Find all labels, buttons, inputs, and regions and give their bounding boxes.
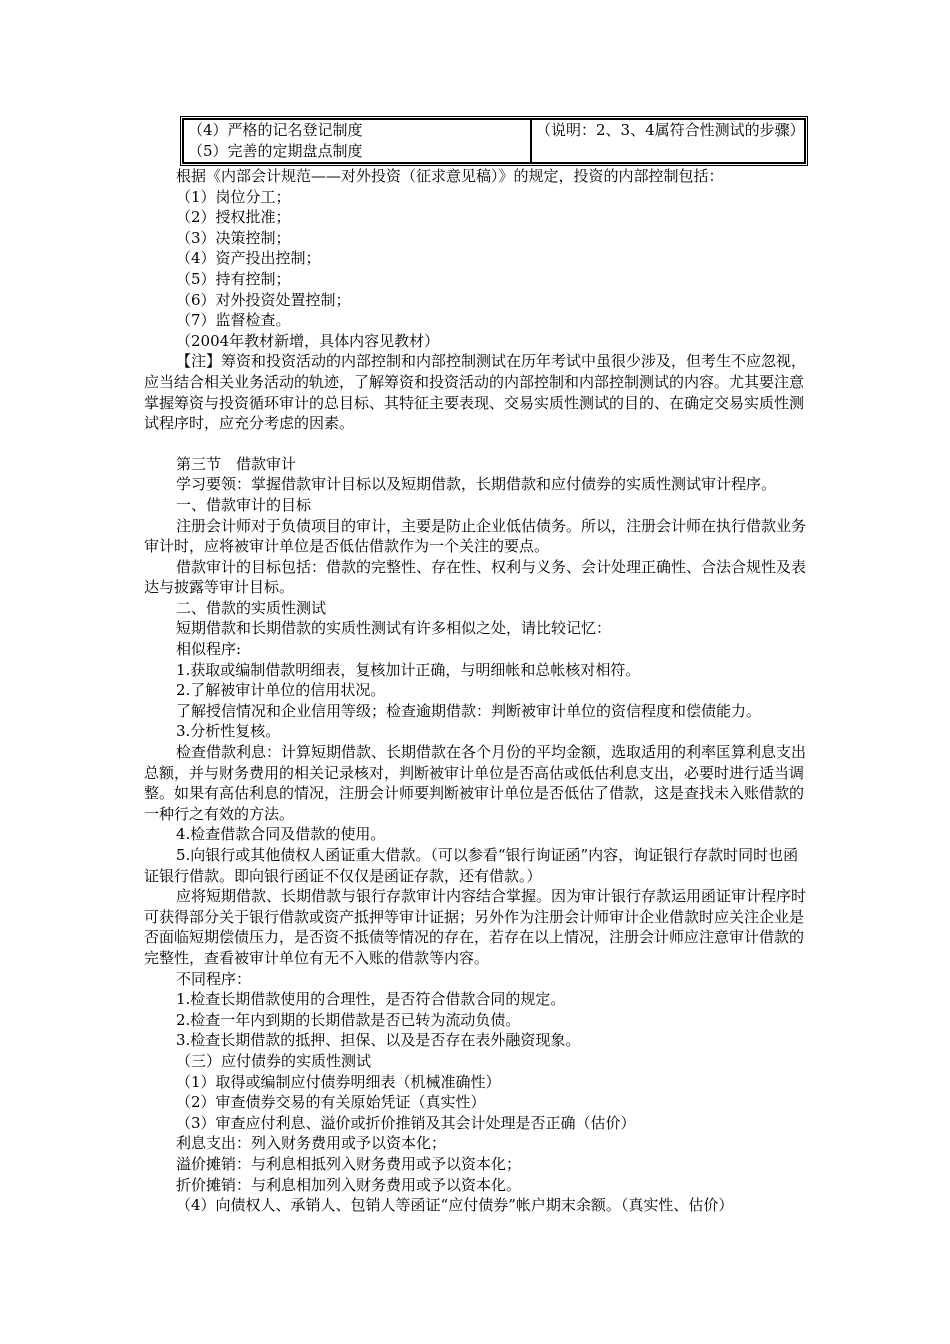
- list-item: 3.分析性复核。: [176, 722, 281, 741]
- section-heading: 第三节 借款审计: [176, 454, 297, 473]
- list-item: 1.检查长期借款使用的合理性，是否符合借款合同的规定。: [176, 990, 566, 1009]
- list-item: 1.获取或编制借款明细表，复核加计正确，与明细帐和总帐核对相符。: [176, 660, 641, 679]
- list-item: （1）岗位分工；: [176, 187, 291, 206]
- paragraph: 了解授信情况和企业信用等级；检查逾期借款：判断被审计单位的资信程度和偿债能力。: [176, 701, 762, 720]
- paragraph: 利息支出：列入财务费用或予以资本化；: [176, 1134, 447, 1153]
- spacer: [144, 434, 810, 454]
- list-item: 2.检查一年内到期的长期借款是否已转为流动负债。: [176, 1010, 521, 1029]
- list-item: 5.向银行或其他债权人函证重大借款。（可以参看“银行询证函”内容，询证银行存款时同时也函证银行借款。即向银行函证不仅仅是函证存款，还有借款。）: [144, 846, 799, 885]
- subheading: （三）应付债券的实质性测试: [176, 1051, 372, 1070]
- list-item: 3.检查长期借款的抵押、担保、以及是否存在表外融资现象。: [176, 1031, 581, 1050]
- list-item: （5）持有控制；: [176, 269, 291, 288]
- list-item: 2.了解被审计单位的信用状况。: [176, 681, 386, 700]
- document-page: [144, 116, 810, 1216]
- subheading: 二、借款的实质性测试: [176, 598, 327, 617]
- paragraph: （2004年教材新增，具体内容见教材）: [176, 331, 440, 350]
- list-item: 4.检查借款合同及借款的使用。: [176, 825, 386, 844]
- list-item: （2）授权批准；: [176, 208, 291, 227]
- paragraph: 折价摊销：与利息相加列入财务费用或予以资本化。: [176, 1175, 522, 1194]
- paragraph: 根据《内部会计规范——对外投资（征求意见稿）》的规定，投资的内部控制包括：: [176, 167, 724, 185]
- paragraph: 注册会计师对于负债项目的审计，主要是防止企业低估债务。所以，注册会计师在执行借款业务审计时，应将被审计单位是否低估借款作为一个关注的要点。: [144, 516, 807, 556]
- list-item: （1）取得或编制应付债券明细表（机械准确性）: [176, 1072, 501, 1091]
- list-item: （3）审查应付利息、溢价或折价推销及其会计处理是否正确（估价）: [176, 1113, 636, 1132]
- table-line: （5）完善的定期盘点制度: [188, 142, 363, 160]
- paragraph: 借款审计的目标包括：借款的完整性、存在性、权利与义务、会计处理正确性、合法合规性及表达与披露等审计目标。: [144, 557, 807, 597]
- list-item: （4）向债权人、承销人、包销人等函证“应付债券”帐户期末余额。（真实性、估价）: [176, 1196, 734, 1215]
- paragraph: 相似程序:: [176, 640, 242, 659]
- list-item: （7）监督检查。: [176, 311, 291, 330]
- table-note-cell: （说明：2、3、4属符合性测试的步骤）: [531, 119, 805, 163]
- paragraph: 短期借款和长期借款的实质性测试有许多相似之处，请比较记忆：: [176, 619, 612, 638]
- controls-table: [180, 116, 808, 166]
- paragraph: 溢价摊销：与利息相抵列入财务费用或予以资本化；: [176, 1154, 522, 1173]
- subheading: 一、借款审计的目标: [176, 495, 312, 514]
- list-item: （2）审查债券交易的有关原始凭证（真实性）: [176, 1093, 486, 1112]
- list-item: （4）资产投出控制；: [176, 249, 321, 268]
- note-paragraph: 【注】筹资和投资活动的内部控制和内部控制测试在历年考试中虽很少涉及，但考生不应忽视，应当结合相关业务活动的轨迹，了解筹资和投资活动的内部控制和内部控制测试的内容。尤其要注意掌握筹资与投资循环审计的总目标、其特征主要表现、交易实质性测试的目的、在确定交易实质性测试程序时，应充分考虑的因素。: [144, 352, 807, 433]
- table-left-cell: [183, 119, 531, 163]
- paragraph: 应将短期借款、长期借款与银行存款审计内容结合掌握。因为审计银行存款运用函证审计程序时可获得部分关于银行借款或资产抵押等审计证据；另外作为注册会计师审计企业借款时应关注企业是否面临短期偿债压力，是否资不抵债等情况的存在，若存在以上情况，注册会计师应注意审计借款的完整性，查看被审计单位有无不入账的借款等内容。: [144, 887, 807, 967]
- paragraph: 检查借款利息：计算短期借款、长期借款在各个月份的平均金额，选取适用的利率匡算利息支出总额，并与财务费用的相关记录核对，判断被审计单位是否高估或低估利息支出，必要时进行适当调整。如果有高估利息的情况，注册会计师要判断被审计单位是否低估了借款，这是查找未入账借款的一种行之有效的方法。: [144, 743, 807, 823]
- list-item: （6）对外投资处置控制；: [176, 290, 351, 309]
- list-item: （3）决策控制；: [176, 228, 291, 247]
- paragraph: 不同程序：: [176, 969, 252, 988]
- table-line: （4）严格的记名登记制度: [188, 121, 363, 139]
- paragraph: 学习要领：掌握借款审计目标以及短期借款，长期借款和应付债券的实质性测试审计程序。: [176, 475, 777, 494]
